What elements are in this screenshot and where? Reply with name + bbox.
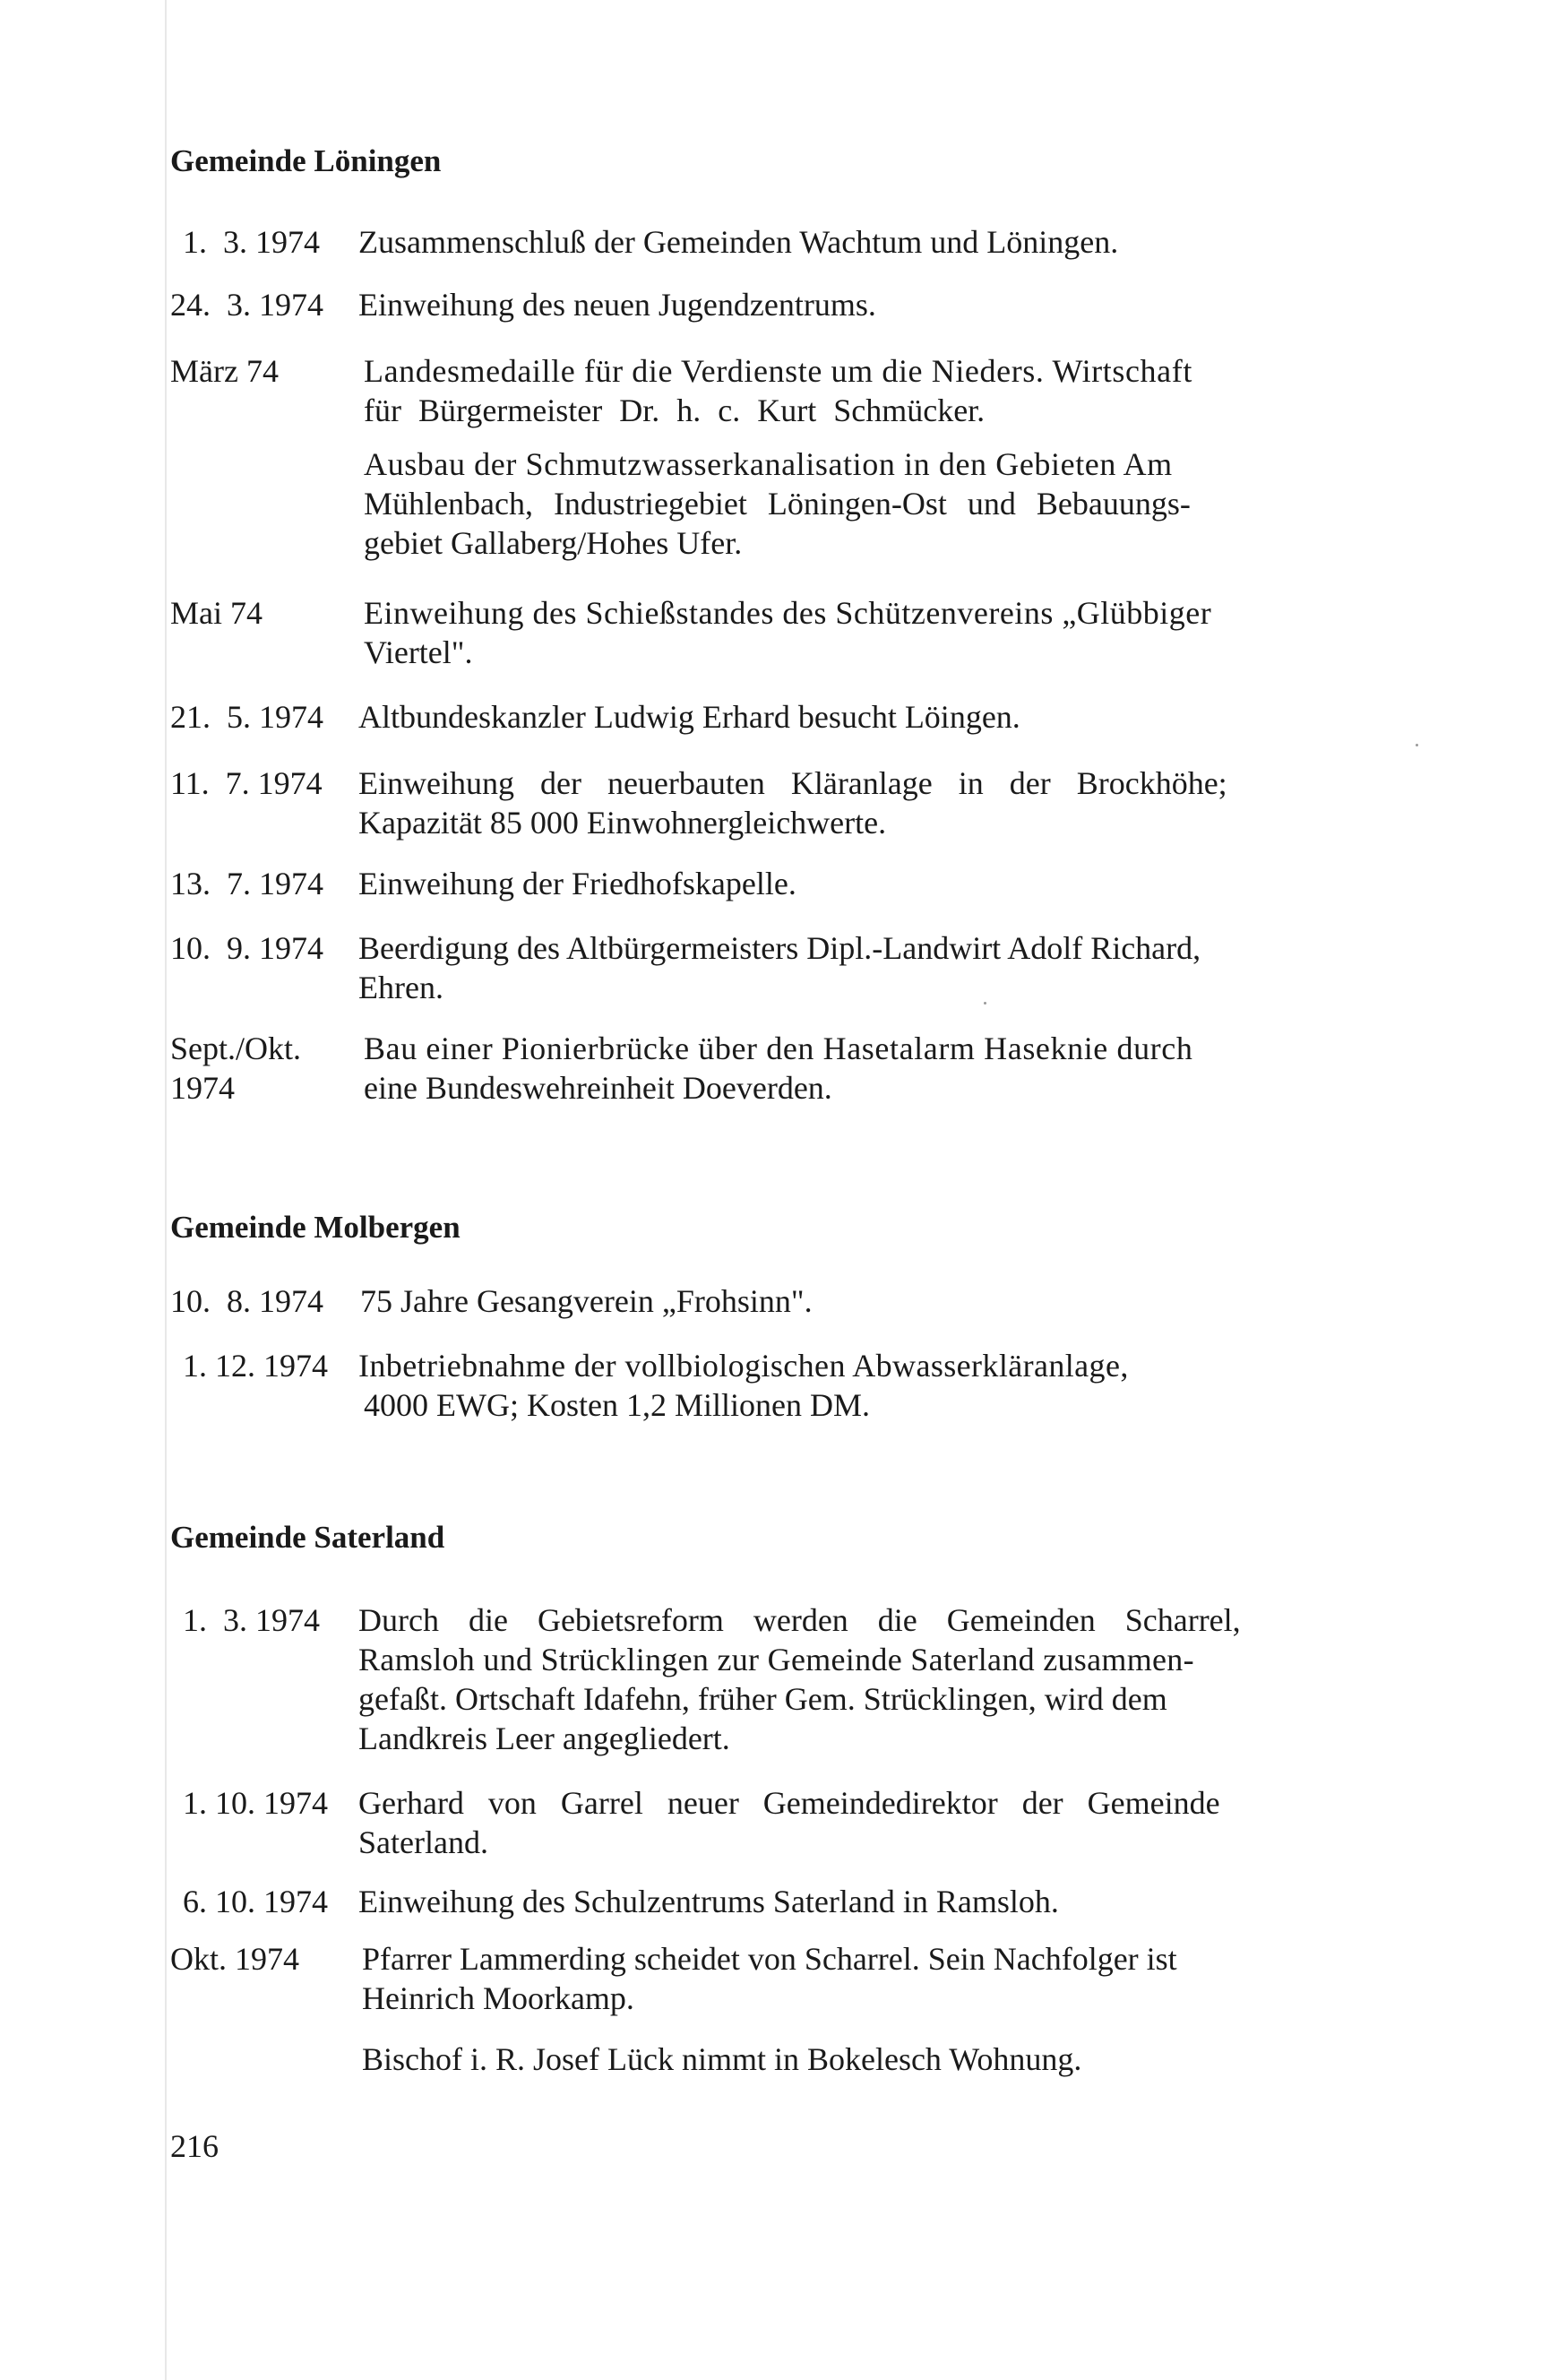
- entry-text-line: Bau einer Pionierbrücke über den Hasetalarm Haseknie durch: [364, 1030, 1193, 1066]
- entry-date: 1. 10. 1974: [183, 1785, 328, 1821]
- entry-text-line: Einweihung des Schießstandes des Schützenvereins „Glübbiger: [364, 595, 1212, 631]
- entry-text: [358, 285, 1399, 324]
- entry-text: [358, 1882, 1399, 1921]
- entry-text-line: Zusammenschluß der Gemeinden Wachtum und Löningen.: [358, 224, 1119, 260]
- section-heading: Gemeinde Löningen: [170, 143, 442, 178]
- entry-date: Sept./Okt. 1974: [170, 1030, 302, 1106]
- entry-date: 6. 10. 1974: [183, 1884, 328, 1919]
- entry-text-line: für Bürgermeister Dr. h. c. Kurt Schmücker.: [364, 392, 986, 428]
- entry-text: [358, 697, 1399, 737]
- entry-text: [358, 864, 1399, 903]
- entry-text-line: Kapazität 85 000 Einwohnergleichwerte.: [358, 805, 887, 841]
- section-heading: Gemeinde Saterland: [170, 1520, 445, 1555]
- entry-text-line: Mühlenbach, Industriegebiet Löningen-Ost und Bebauungs-: [364, 486, 1191, 522]
- entry-text-line: Einweihung der Friedhofskapelle.: [358, 866, 796, 901]
- entry-date: März 74: [170, 353, 279, 389]
- entry-text: [364, 1029, 1405, 1108]
- entry-text: [358, 1783, 1399, 1862]
- entry-text-line: gefaßt. Ortschaft Idafehn, früher Gem. Strücklingen, wird dem: [358, 1681, 1167, 1717]
- entry-text-line: Beerdigung des Altbürgermeisters Dipl.-Landwirt Adolf Richard,: [358, 930, 1201, 966]
- entry-text-line: Einweihung des neuen Jugendzentrums.: [358, 287, 876, 323]
- entry-text-line: Ehren.: [358, 970, 443, 1005]
- entry-text-line: Pfarrer Lammerding scheidet von Scharrel. Sein Nachfolger ist: [362, 1941, 1177, 1977]
- entry-text: [358, 763, 1399, 842]
- entry-text-line: Einweihung der neuerbauten Kläranlage in der Brockhöhe;: [358, 765, 1227, 801]
- entry-text-line: 75 Jahre Gesangverein „Frohsinn".: [360, 1283, 813, 1319]
- entry-date: 21. 5. 1974: [170, 699, 323, 735]
- entry-text: [364, 444, 1405, 563]
- entry-text: [362, 2039, 1403, 2079]
- entry-text-line: Gerhard von Garrel neuer Gemeindedirektor der Gemeinde: [358, 1785, 1220, 1821]
- entry-text-line: Ramsloh und Strücklingen zur Gemeinde Saterland zusammen-: [358, 1642, 1194, 1677]
- scan-margin-line: [165, 0, 167, 2380]
- entry-date: 1. 12. 1974: [183, 1348, 328, 1384]
- entry-text-line: Altbundeskanzler Ludwig Erhard besucht Löingen.: [358, 699, 1020, 735]
- entry-date: 13. 7. 1974: [170, 866, 323, 901]
- entry-text: [358, 1346, 1399, 1425]
- entry-text: [360, 1281, 1401, 1321]
- entry-text-line: Inbetriebnahme der vollbiologischen Abwasserkläranlage,: [358, 1348, 1129, 1384]
- entry-date: Mai 74: [170, 595, 263, 631]
- entry-text: [362, 1939, 1403, 2018]
- entry-date: 1. 3. 1974: [183, 1602, 320, 1638]
- entry-text-line: Durch die Gebietsreform werden die Gemeinden Scharrel,: [358, 1602, 1241, 1638]
- entry-text-line: gebiet Gallaberg/Hohes Ufer.: [364, 525, 743, 561]
- entry-text: [358, 222, 1399, 262]
- entry-date: Okt. 1974: [170, 1941, 299, 1977]
- entry-text-line: 4000 EWG; Kosten 1,2 Millionen DM.: [364, 1387, 870, 1423]
- entry-text: [364, 593, 1405, 672]
- entry-date: 24. 3. 1974: [170, 287, 323, 323]
- entry-text-line: Ausbau der Schmutzwasserkanalisation in den Gebieten Am: [364, 446, 1173, 482]
- entry-text: [358, 1600, 1399, 1758]
- scan-speck: [1416, 744, 1418, 746]
- entry-date: 10. 9. 1974: [170, 930, 323, 966]
- entry-text-line: Landesmedaille für die Verdienste um die Nieders. Wirtschaft: [364, 353, 1192, 389]
- page-number: 216: [170, 2128, 219, 2164]
- entry-text-line: Viertel".: [364, 634, 473, 670]
- entry-text-line: eine Bundeswehreinheit Doeverden.: [364, 1070, 832, 1106]
- entry-text-line: Einweihung des Schulzentrums Saterland in Ramsloh.: [358, 1884, 1059, 1919]
- entry-text-line: Heinrich Moorkamp.: [362, 1980, 634, 2016]
- section-heading: Gemeinde Molbergen: [170, 1210, 461, 1245]
- entry-text-line: Saterland.: [358, 1824, 488, 1860]
- scan-speck: [984, 1002, 986, 1005]
- entry-text-line: Landkreis Leer angegliedert.: [358, 1720, 730, 1756]
- entry-text: [358, 928, 1399, 1007]
- entry-text: [364, 351, 1405, 430]
- entry-date: 10. 8. 1974: [170, 1283, 323, 1319]
- entry-date: 1. 3. 1974: [183, 224, 320, 260]
- entry-date: 11. 7. 1974: [170, 765, 323, 801]
- entry-text-line: Bischof i. R. Josef Lück nimmt in Bokelesch Wohnung.: [362, 2041, 1082, 2077]
